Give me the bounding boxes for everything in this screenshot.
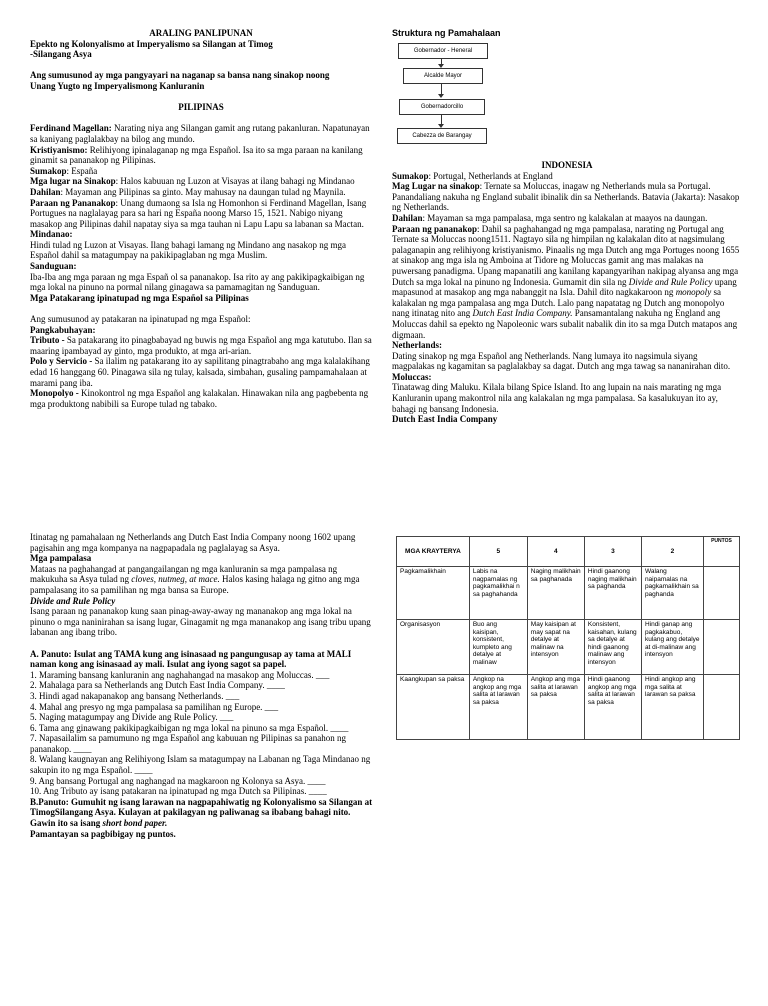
pampalasa-text-2: Halos kasing halaga ng gitno ang mga pampalasang ito sa pamilihan ng mga bansa sa Europe.	[30, 574, 360, 595]
rubric-header-cell: 3	[584, 537, 641, 567]
panuto-b-italic: short bond paper.	[102, 818, 168, 829]
panuto-a: A. Panuto: Isulat ang TAMA kung ang isinasaad ng pangungusap ay tama at MALI naman kong ang isinasaad ay mali. Isulat ang iyong sagot sa papel.	[30, 648, 352, 670]
indo-lugar-paragraph	[392, 181, 742, 213]
dahilan-text: : Mayaman ang Pilipinas sa ginto. May mahusay na daungan tulad ng Maynila.	[60, 186, 346, 197]
indo-paraan-italic-1: Divide and Rule Policy	[628, 276, 713, 287]
monopolyo-text: Kinokontrol ng mga Español ang kalakalan. Hinawakan nila ang pagbebenta ng mga produktong nabibili sa Europe tulad ng tabako.	[30, 388, 369, 409]
tributo-paragraph	[30, 335, 372, 356]
question-item: 10. Ang Tributo ay isang patakaran na ipinatupad ng mga Dutch sa Pilipinas. ____	[30, 786, 327, 797]
topic-line-1: Epekto ng Kolonyalismo at Imperyalismo sa Silangan at Timog	[30, 38, 273, 49]
question-item: 2. Mahalaga para sa Netherlands ang Dutch East India Company. ____	[30, 680, 285, 691]
rubric-header-cell: 2	[641, 537, 703, 567]
rubric-table	[396, 536, 740, 740]
rubric-cell: Kaangkupan sa paksa	[397, 675, 470, 740]
rubric-cell: Angkop na angkop ang mga salita at larawan sa paksa	[469, 675, 527, 740]
rubric-cell: Pagkamalikhain	[397, 567, 470, 620]
rubric-cell: Hindi gaanong naging malikhain sa paghanda	[584, 567, 641, 620]
indo-paraan-label: Paraan ng pananakop	[392, 223, 478, 234]
panuto-b-text: B.Panuto: Gumuhit ng isang larawan na nagpapahiwatig ng Kolonyalismo sa Silangan at TimogSilangang Asya. Kulayan at pakilagyan ng paliwanag sa ibabang bahagi nito. Gawin ito sa isang	[30, 796, 373, 829]
sanduguan-text: Iba-Iba ang mga paraan ng mga Españ ol sa pananakop. Isa rito ay ang pakikipagkaibigan ng mga lokal na pinuno na pormal nilang ginagawa sa pamamagitan ng Sanduguan.	[30, 271, 365, 293]
pampalasa-text-1: Mataas na paghahangad at pangangailangan ng mga kanluranin sa mga pampalasa ng makukuha sa Asya tulad ng	[30, 563, 338, 585]
magellan-label: Ferdinand Magellan:	[30, 123, 112, 134]
indo-paraan-paragraph	[392, 224, 742, 341]
indo-paraan-text-1: : Dahil sa paghahangad ng mga pampalasa, narating ng Portugal ang Ternate sa Moluccas noong1511. Nagtayo sila ng himpilan ng kalakalan dito at nagsimulang palaganapin ang relihiyong kristiyanismo. Pinaalis ng mga Dutch ang mga Portuges noong 1655 at sinakop ang mga isla ng Amboina at Tidore ng Moluccas gamit ang mas malakas na puwersang panadigma. Upang mapanatili ang kanilang kapangyarihan nakipag alyansa ang mga Dutch sa mga lokal na pinuno ng Indonesia. Gumamit din sila ng	[392, 223, 740, 287]
question-item: 3. Hindi agad nakapanakop ang bansang Netherlands. ___	[30, 690, 240, 701]
mindanao-label: Mindanao:	[30, 229, 73, 240]
tributo-label: Tributo -	[30, 335, 65, 346]
indo-lugar-text: : Ternate sa Moluccas, inagaw ng Netherlands mula sa Portugal. Panandaliang nakuha ng England subalit ibinalik din sa Netherlands. Batavia (Jakarta): Nasakop ng Netherlands.	[392, 181, 740, 213]
question-item: 8. Walang kaugnayan ang Relihiyong Islam sa matagumpay na Labanan ng Taga Mindanao ng sakupin ito ng mga Español. ____	[30, 754, 371, 776]
subject-title: ARALING PANLIPUNAN	[149, 28, 253, 38]
lugar-paragraph	[30, 176, 372, 187]
magellan-paragraph	[30, 123, 372, 144]
pamantayan-heading: Pamantayan sa pagbibigay ng puntos.	[30, 828, 176, 839]
pampalasa-label: Mga pampalasa	[30, 553, 92, 564]
intro-line-1: Ang sumusunod ay mga pangyayari na naganap sa bansa nang sinakop noong	[30, 70, 330, 81]
indonesia-heading: INDONESIA	[541, 160, 593, 170]
mindanao-text: Hindi tulad ng Luzon at Visayas. Ilang bahagi lamang ng Mindano ang nasakop ng mga Español dahil sa matagumpay na pakikipaglaban ng mga Muslim.	[30, 239, 346, 261]
question-item: 9. Ang bansang Portugal ang naghangad na magkaroon ng Kolonya sa Asya. ____	[30, 775, 326, 786]
indo-sumakop-paragraph	[392, 171, 742, 182]
monopolyo-label: Monopolyo -	[30, 388, 79, 399]
org-box-cabeza: Cabezza de Barangay	[397, 128, 487, 144]
rubric-header-cell: 4	[527, 537, 584, 567]
org-arrow-2	[438, 94, 444, 98]
question-item: 5. Naging matagumpay ang Divide ang Rule Policy. ___	[30, 712, 234, 723]
indo-sumakop-text: : Portugal, Netherlands at England	[428, 170, 553, 181]
rubric-cell: Buo ang kaisipan, konsistent, kumpleto ang detalye at malinaw	[469, 620, 527, 675]
question-item: 7. Napasailalim sa pamumuno ng mga Español ang kabuuan ng Pilipinas sa panahon ng pananakop. ____	[30, 733, 346, 754]
dahilan-paragraph	[30, 187, 372, 198]
patakaran-intro: Ang sumusunod ay patakaran na ipinatupad ng mga Español:	[30, 314, 251, 325]
rubric-cell: Angkop ang mga salita at larawan sa paksa	[527, 675, 584, 740]
paraan-paragraph	[30, 198, 372, 230]
panuto-b-paragraph	[30, 797, 375, 829]
monopolyo-paragraph	[30, 388, 372, 409]
paraan-text: : Unang dumaong sa Isla ng Homonhon si Ferdinand Magellan, Isang Portugues na naglalayag para sa hari ng España noong Marso 15, 1521. Nabigo niyang masakop ang Pilipinas dahil napatay siya sa mga tauhan ni Lapu Lapu sa labanan sa Mactan.	[30, 197, 367, 229]
rubric-cell: Labis na nagpamalas ng pagkamalikhai n sa paghahanda	[469, 567, 527, 620]
paraan-label: Paraan ng Pananakop	[30, 197, 116, 208]
question-item: 1. Maraming bansang kanluranin ang naghahangad na masakop ang Moluccas. ___	[30, 669, 330, 680]
org-box-gobernador: Gobernador - Heneral	[398, 43, 488, 59]
netherlands-label: Netherlands:	[392, 340, 442, 351]
moluccas-label: Moluccas:	[392, 371, 432, 382]
kristiyanismo-paragraph	[30, 145, 372, 166]
rubric-cell: Organisasyon	[397, 620, 470, 675]
rubric-row	[397, 675, 740, 740]
question-item: 6. Tama ang ginawang pakikipagkaibigan ng mga lokal na pinuno sa mga Español. ____	[30, 722, 349, 733]
dutch-company-text: Itinatag ng pamahalaan ng Netherlands ang Dutch East India Company noong 1602 upang pagisahin ang mga kompanya na nagpapadala ng paglalayag sa Asya.	[30, 532, 356, 553]
org-box-alcalde: Alcalde Mayor	[403, 68, 483, 84]
netherlands-text: Dating sinakop ng mga Español ang Netherlands. Nang lumaya ito nagsimula siyang magpalakas ng kagamitan sa paglalakbay sa dagat. Dutch ang mga tawag sa nananirahan dito.	[392, 350, 731, 372]
rubric-cell: Walang naipamalas na pagkamalikhain sa paghanda	[641, 567, 703, 620]
polo-text: Sa ilalim ng patakarang ito ay sapilitang pinagtrabaho ang mga kalalakihang edad 16 hanggang 60. Pinagawa sila ng tulay, kalsada, simbahan, gusaling pampamahalaan at marami pang iba.	[30, 356, 370, 388]
indo-paraan-text-2: upang mapasunod at masakop ang mga nabanggit na Isla. Dahil dito nagkakaroon ng	[392, 276, 737, 298]
lugar-label: Mga lugar na Sinakop	[30, 176, 116, 187]
dahilan-label: Dahilan	[30, 186, 61, 197]
lugar-text: : Halos kabuuan ng Luzon at Visayas at ilang bahagi ng Mindanao	[115, 176, 355, 187]
sumakop-paragraph	[30, 166, 372, 177]
sumakop-text: : España	[66, 165, 98, 176]
indo-paraan-text-4: Pansamantalang nakuha ng England ang Moluccas dahil sa epekto ng Napoleonic wars subalit nabalik din ito sa mga Dutch matapos ang digmaan.	[392, 308, 738, 340]
pangkabuhayan-label: Pangkabuhayan:	[30, 324, 96, 335]
intro-line-2: Unang Yugto ng Imperyalismong Kanluranin	[30, 80, 205, 91]
magellan-text: Narating niya ang Silangan gamit ang rutang pakanluran. Napatunayan sa kaniyang paglalakbay na bilog ang mundo.	[30, 123, 370, 144]
rubric-cell	[703, 620, 739, 675]
divide-text: Isang paraan ng pananakop kung saan pinag-away-away ng mananakop ang mga lokal na pinuno o mga naninirahan sa isang lugar, Ginagamit ng mga mananakop ang isang tribu upang labanan ang ibang tribo.	[30, 606, 371, 638]
topic-line-2: -Silangang Asya	[30, 49, 92, 60]
rubric-cell	[703, 567, 739, 620]
activity-section	[30, 532, 375, 839]
indo-paraan-italic-2: monopoly	[675, 287, 712, 298]
rubric-header-row	[397, 537, 740, 567]
org-chart-title: Struktura ng Pamahalaan	[392, 28, 501, 38]
pampalasa-italic: cloves, nutmeg, at mace.	[131, 574, 220, 585]
pampalasa-paragraph	[30, 564, 375, 596]
indonesia-section	[392, 160, 742, 425]
rubric-cell: Naging malikhain sa paghanada	[527, 567, 584, 620]
kristiyanismo-text: Relihiyong ipinalaganap ng mga Español. Isa ito sa mga paraan na kanilang ginamit sa pananakop ng Pilipinas.	[30, 144, 363, 166]
sumakop-label: Sumakop	[30, 165, 67, 176]
kristiyanismo-label: Kristiyanismo:	[30, 144, 88, 155]
rubric-row	[397, 620, 740, 675]
moluccas-text: Tinatawag ding Maluku. Kilala bilang Spice Island. Ito ang lupain na nais marating ng mga Kanluranin upang makontrol nila ang kalakalan ng mga pampalasa. Sa kasalukuyan ito ay, bahagi ng bansang Indonesia.	[392, 382, 722, 414]
tributo-text: Sa patakarang ito pinagbabayad ng buwis ng mga Español ang mga katutubo. Ilan sa maaring ipambayad ay ginto, mga produkto, at mga ari-arian.	[30, 335, 372, 356]
question-list	[30, 670, 375, 797]
indo-dahilan-label: Dahilan	[392, 212, 423, 223]
rubric-cell	[703, 675, 739, 740]
org-box-gobernadorcillo: Gobernadorcillo	[399, 99, 485, 115]
sanduguan-label: Sanduguan	[30, 261, 74, 272]
rubric-cell: May kaisipan at may sapat na detalye at malinaw na intensyon	[527, 620, 584, 675]
rubric-cell: Hindi gaanong angkop ang mga salita at larawan sa paksa	[584, 675, 641, 740]
pilipinas-heading: PILIPINAS	[178, 102, 224, 113]
philippines-section: ARALING PANLIPUNAN Epekto ng Kolonyalismo at Imperyalismo sa Silangan at Timog -Silangang Asya Ang sumusunod ay mga pangyayari na naganap sa bansa nang sinakop noong Unang Yugto ng Imperyalismong Kanluranin PILIPINAS Ferdinand Magellan: Narating niya ang Silangan gamit ang rutang pakanluran. Napatunayan sa kaniyang paglalakbay na bilog ang mundo. Kristiyanismo: Relihiyong ipinalaganap ng mga Español. Isa ito sa mga paraan na kanilang ginamit sa pananakop ng Pilipinas. Sumakop: España Mga lugar na Sinakop: Halos kabuuan ng Luzon at Visayas at ilang bahagi ng Mindanao Dahilan: Mayaman ang Pilipinas sa ginto. May mahusay na daungan tulad ng Maynila. Paraan ng Pananakop: Unang dumaong sa Isla ng Homonhon si Ferdinand Magellan, Isang Portugues na naglalayag para sa hari ng España noong Marso 15, 1521. Nabigo niyang masakop ang Pilipinas dahil napatay siya sa mga tauhan ni Lapu Lapu sa labanan sa Mactan. Mindanao: Hindi tulad ng Luzon at Visayas. Ilang bahagi lamang ng Mindano ang nasakop ng mga Español dahil sa matagumpay na pakikipaglaban ng mga Muslim. Sanduguan: Iba-Iba ang mga paraan ng mga Españ ol sa pananakop. Isa rito ay ang pakikipagkaibigan ng mga lokal na pinuno na pormal nilang ginagawa sa pamamagitan ng Sanduguan. Mga Patakarang ipinatupad ng mga Español sa Pilipinas Ang sumusunod ay patakaran na ipinatupad ng mga Español: Pangkabuhayan: Tributo - Sa patakarang ito pinagbabayad ng buwis ng mga Español ang mga katutubo. Ilan sa maaring ipambayad ay ginto, mga produkto, at mga ari-arian. Polo y Servicio - Sa ilalim ng patakarang ito ay sapilitang pinagtrabaho ang mga kalalakihang edad 16 hanggang 60. Pinagawa sila ng tulay, kalsada, simbahan, gusaling pampamahalaan at marami pang iba. Monopolyo - Kinokontrol ng mga Español ang kalakalan. Hinawakan nila ang pagbebenta ng mga produktong nabibili sa Europe tulad ng tabako.	[30, 28, 372, 409]
indo-paraan-italic-3: Dutch East India Company.	[472, 308, 573, 319]
divide-label: Divide and Rule Policy	[30, 595, 116, 606]
indo-dahilan-paragraph	[392, 213, 742, 224]
rubric-header-cell: 5	[469, 537, 527, 567]
rubric-header-cell: PUNTOS	[703, 537, 739, 567]
indo-lugar-label: Mag Lugar na sinakop	[392, 181, 480, 192]
rubric-cell: Hindi angkop ang mga salita at larawan sa paksa	[641, 675, 703, 740]
rubric-cell: Konsistent, kaisahan, kulang sa detalye at hindi gaanong malinaw ang intensyon	[584, 620, 641, 675]
polo-label: Polo y Servicio -	[30, 356, 93, 367]
indo-sumakop-label: Sumakop	[392, 170, 429, 181]
polo-paragraph	[30, 356, 372, 388]
dutch-company-heading: Dutch East India Company	[392, 414, 498, 425]
rubric-cell: Hindi ganap ang pagkakabuo, kulang ang detalye at di-malinaw ang intensyon	[641, 620, 703, 675]
question-item: 4. Mahal ang presyo ng mga pampalasa sa pamilihan ng Europe. ___	[30, 701, 279, 712]
indo-dahilan-text: : Mayaman sa mga pampalasa, mga sentro ng kalakalan at maayos na daungan.	[422, 212, 708, 223]
rubric-header-cell: MGA KRAYTERYA	[397, 537, 470, 567]
rubric-row	[397, 567, 740, 620]
indo-paraan-text-3: sa kalakalan ng mga pampalasa ang mga Dutch. Lalo pang napatatag ng Dutch ang monopolyo nang itinatag nito ang	[392, 287, 725, 319]
patakaran-heading: Mga Patakarang ipinatupad ng mga Español sa Pilipinas	[30, 292, 249, 303]
